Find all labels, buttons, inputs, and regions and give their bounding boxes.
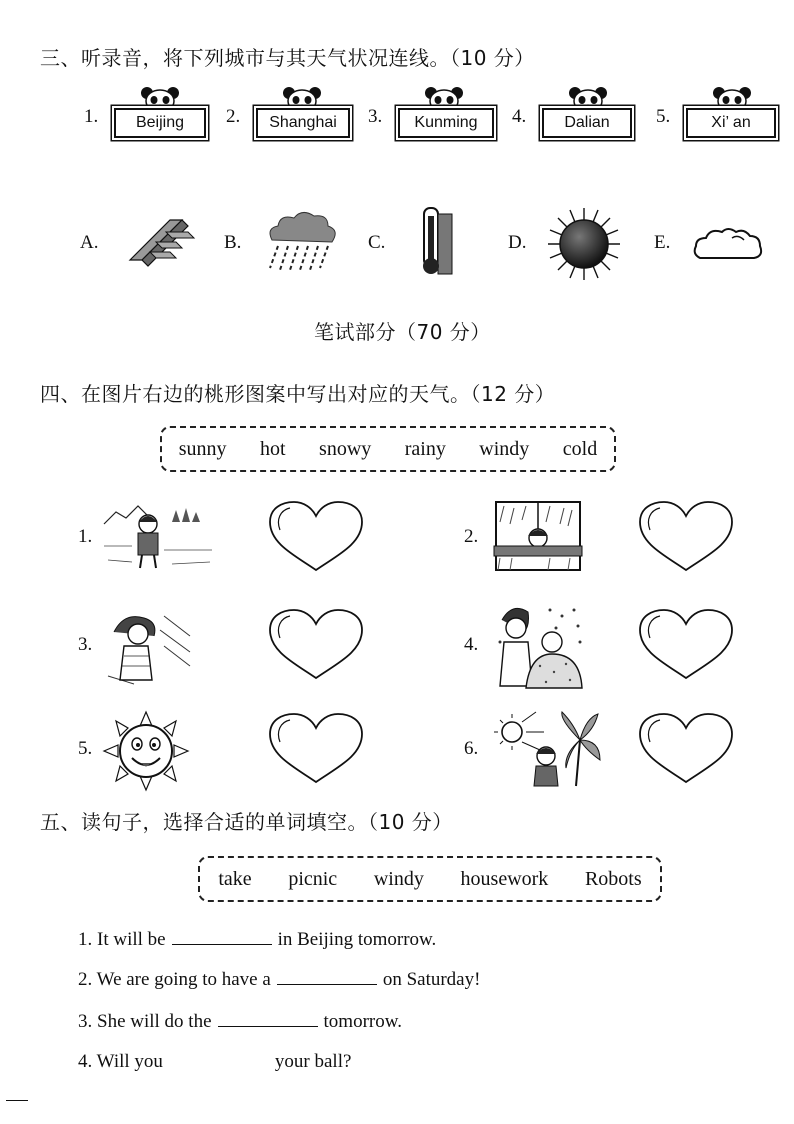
city-number: 3. — [368, 106, 383, 127]
city-number: 2. — [226, 106, 241, 127]
sun-icon — [546, 206, 622, 282]
answer-heart[interactable] — [636, 712, 736, 786]
city-sign-dalian — [528, 86, 648, 146]
city-sign-kunming — [384, 86, 504, 146]
word-option: sunny — [178, 437, 227, 460]
city-name: Dalian — [542, 108, 632, 138]
sentence-end: tomorrow. — [323, 1011, 402, 1032]
item-number: 4. — [464, 634, 479, 655]
written-part-title: 笔试部分（70 分） — [314, 320, 491, 344]
cold-snow-scene — [102, 500, 216, 572]
cloud-icon — [692, 224, 764, 264]
item-number: 1. — [78, 526, 93, 547]
sentence-start: 4. Will you — [78, 1051, 163, 1072]
weather-letter: C. — [368, 232, 386, 253]
word-option: windy — [479, 437, 530, 460]
city-number: 1. — [84, 106, 99, 127]
sentence-end: your ball? — [274, 1051, 352, 1072]
thermometer-icon — [410, 206, 460, 276]
word-option: hot — [260, 437, 286, 460]
weather-letter: A. — [80, 232, 99, 253]
sentence-end: on Saturday! — [382, 969, 481, 990]
weather-letter: B. — [224, 232, 242, 253]
city-sign-xian — [672, 86, 792, 146]
word-option: windy — [373, 867, 424, 890]
city-name: Beijing — [114, 108, 206, 138]
item-number: 6. — [464, 738, 479, 759]
city-sign-shanghai — [242, 86, 362, 146]
answer-blank[interactable] — [172, 926, 272, 945]
answer-blank[interactable] — [218, 1008, 318, 1027]
weather-letter: D. — [508, 232, 527, 253]
wind-icon — [126, 212, 202, 272]
answer-heart[interactable] — [636, 608, 736, 682]
answer-heart[interactable] — [266, 608, 366, 682]
word-option: rainy — [404, 437, 446, 460]
word-option: take — [218, 867, 252, 890]
hot-sun-scene — [490, 710, 602, 788]
rain-window-scene — [490, 496, 586, 576]
city-number: 4. — [512, 106, 527, 127]
answer-blank[interactable] — [169, 1048, 269, 1067]
smiling-sun — [102, 710, 190, 792]
sentence-4 — [78, 1048, 351, 1073]
answer-heart[interactable] — [266, 500, 366, 574]
city-number: 5. — [656, 106, 671, 127]
item-number: 5. — [78, 738, 93, 759]
city-sign-beijing — [100, 86, 220, 146]
sentence-3 — [78, 1008, 402, 1033]
sentence-2 — [78, 966, 480, 991]
rain-cloud-icon — [262, 208, 342, 274]
answer-heart[interactable] — [636, 500, 736, 574]
city-name: Kunming — [398, 108, 494, 138]
answer-heart[interactable] — [266, 712, 366, 786]
word-option: housework — [460, 867, 549, 890]
answer-blank[interactable] — [277, 966, 377, 985]
item-number: 3. — [78, 634, 93, 655]
word-option: Robots — [584, 867, 642, 890]
word-option: snowy — [319, 437, 372, 460]
sentence-end: in Beijing tomorrow. — [277, 929, 437, 950]
word-option: cold — [562, 437, 598, 460]
city-name: Shanghai — [256, 108, 350, 138]
section5-heading: 五、读句子，选择合适的单词填空。（10 分） — [40, 810, 453, 834]
section4-heading: 四、在图片右边的桃形图案中写出对应的天气。（12 分） — [40, 382, 556, 406]
item-number: 2. — [464, 526, 479, 547]
weather-letter: E. — [654, 232, 671, 253]
snowman-scene — [490, 602, 586, 690]
sentence-1 — [78, 926, 436, 951]
sentence-start: 1. It will be — [78, 929, 166, 950]
sentence-start: 3. She will do the — [78, 1011, 212, 1032]
windy-scene — [104, 606, 194, 686]
page-edge-mark — [6, 1100, 28, 1101]
section4-word-box — [160, 426, 616, 472]
word-option: picnic — [288, 867, 338, 890]
sentence-start: 2. We are going to have a — [78, 969, 271, 990]
section5-word-box — [198, 856, 662, 902]
section3-heading: 三、听录音，将下列城市与其天气状况连线。（10 分） — [40, 46, 535, 70]
city-name: Xi’ an — [686, 108, 776, 138]
